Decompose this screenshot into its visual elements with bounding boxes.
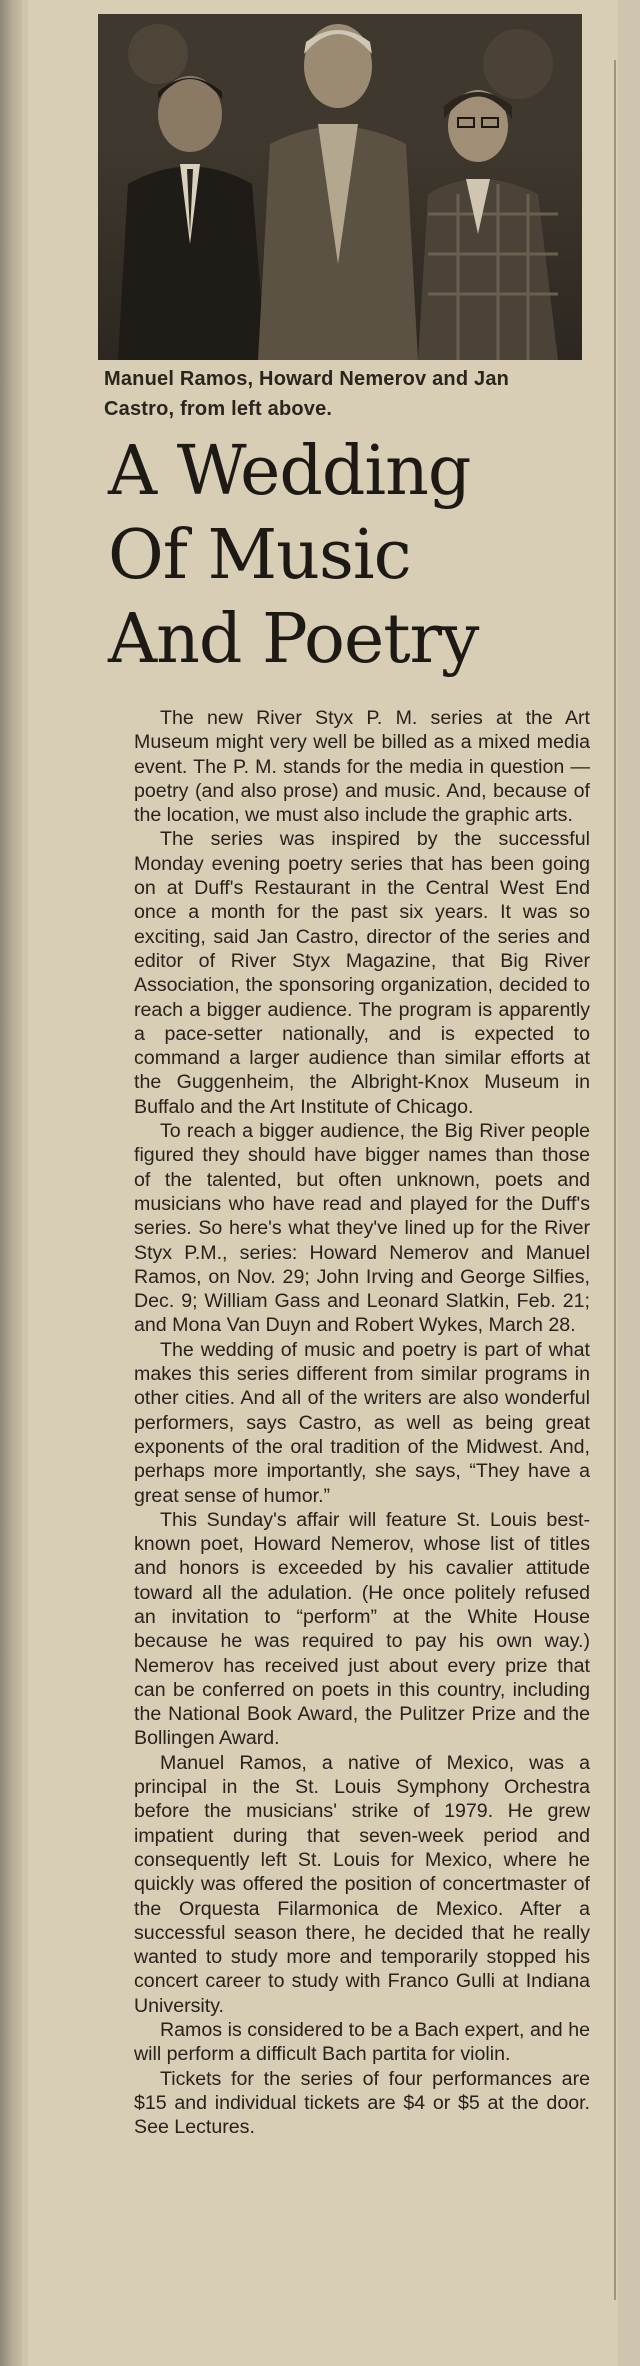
- body-paragraph-3: To reach a bigger audience, the Big River people figured they should have bigger names than those of the talented, but often unknown, poets and musicians who have read and played for the Duff's series. So here's what they've lined up for the River Styx P.M., series: Howard Nemerov and Manuel Ramos, on Nov. 29; John Irving and George Silfies, Dec. 9; William Gass and Leonard Slatkin, Feb. 21; and Mona Van Duyn and Robert Wykes, March 28.: [134, 1120, 590, 1337]
- body-paragraph-4: The wedding of music and poetry is part of what makes this series different from similar programs in other cities. And all of the writers are also wonderful performers, says Castro, as well as being great exponents of the oral tradition of the Midwest. And, perhaps more importantly, she says, “They have a great sense of humor.”: [134, 1338, 590, 1507]
- article-headline: [108, 430, 588, 682]
- body-paragraph-6: Manuel Ramos, a native of Mexico, was a principal in the St. Louis Symphony Orchestra before the musicians' strike of 1979. He grew impatient during that seven-week period and consequently left St. Louis for Mexico, where he quickly was offered the position of concertmaster of the Orquesta Filarmonica de Mexico. After a successful season there, he decided that he really wanted to study more and temporarily stopped his concert career to study with Franco Gulli at Indiana University.: [134, 1751, 590, 2017]
- body-paragraph-5: This Sunday's affair will feature St. Louis best-known poet, Howard Nemerov, whose list of titles and honors is exceeded by his cavalier attitude toward all the adulation. (He once politely refused an invitation to “perform” at the White House because he was required to pay his own way.) Nemerov has received just about every prize that can be conferred on poets in this country, including the National Book Award, the Pulitzer Prize and the Bollingen Award.: [134, 1508, 590, 1750]
- left-binding-edge: [0, 0, 22, 2366]
- headline-line-1: A Wedding: [108, 432, 471, 511]
- photo-caption: Manuel Ramos, Howard Nemerov and Jan Castro, from left above.: [104, 368, 510, 420]
- headline-line-3: And Poetry: [108, 600, 479, 679]
- body-paragraph-1: The new River Styx P. M. series at the Art Museum might very well be billed as a mixed media event. The P. M. stands for the media in question — poetry (and also prose) and music. And, because of the location, we must also include the graphic arts.: [134, 707, 590, 827]
- headline-line-2: Of Music: [108, 516, 411, 595]
- article-body: [134, 706, 590, 2140]
- body-paragraph-8: Tickets for the series of four performances are $15 and individual tickets are $4 or $5 at the door. See Lectures.: [134, 2067, 590, 2139]
- column-rule: [614, 60, 616, 2300]
- article-photo: [98, 14, 582, 360]
- body-paragraph-7: Ramos is considered to be a Bach expert, and he will perform a difficult Bach partita for violin.: [134, 2019, 590, 2066]
- photo-illustration: [98, 14, 582, 360]
- body-paragraph-2: The series was inspired by the successful Monday evening poetry series that has been going on at Duff's Restaurant in the Central West End once a month for the past six years. It was so exciting, said Jan Castro, director of the series and editor of River Styx Magazine, that Big River Association, the sponsoring organization, decided to reach a bigger audience. The program is apparently a pace-setter nationally, and is expected to command a larger audience than similar efforts at the Guggenheim, the Albright-Knox Museum in Buffalo and the Art Institute of Chicago.: [134, 828, 590, 1118]
